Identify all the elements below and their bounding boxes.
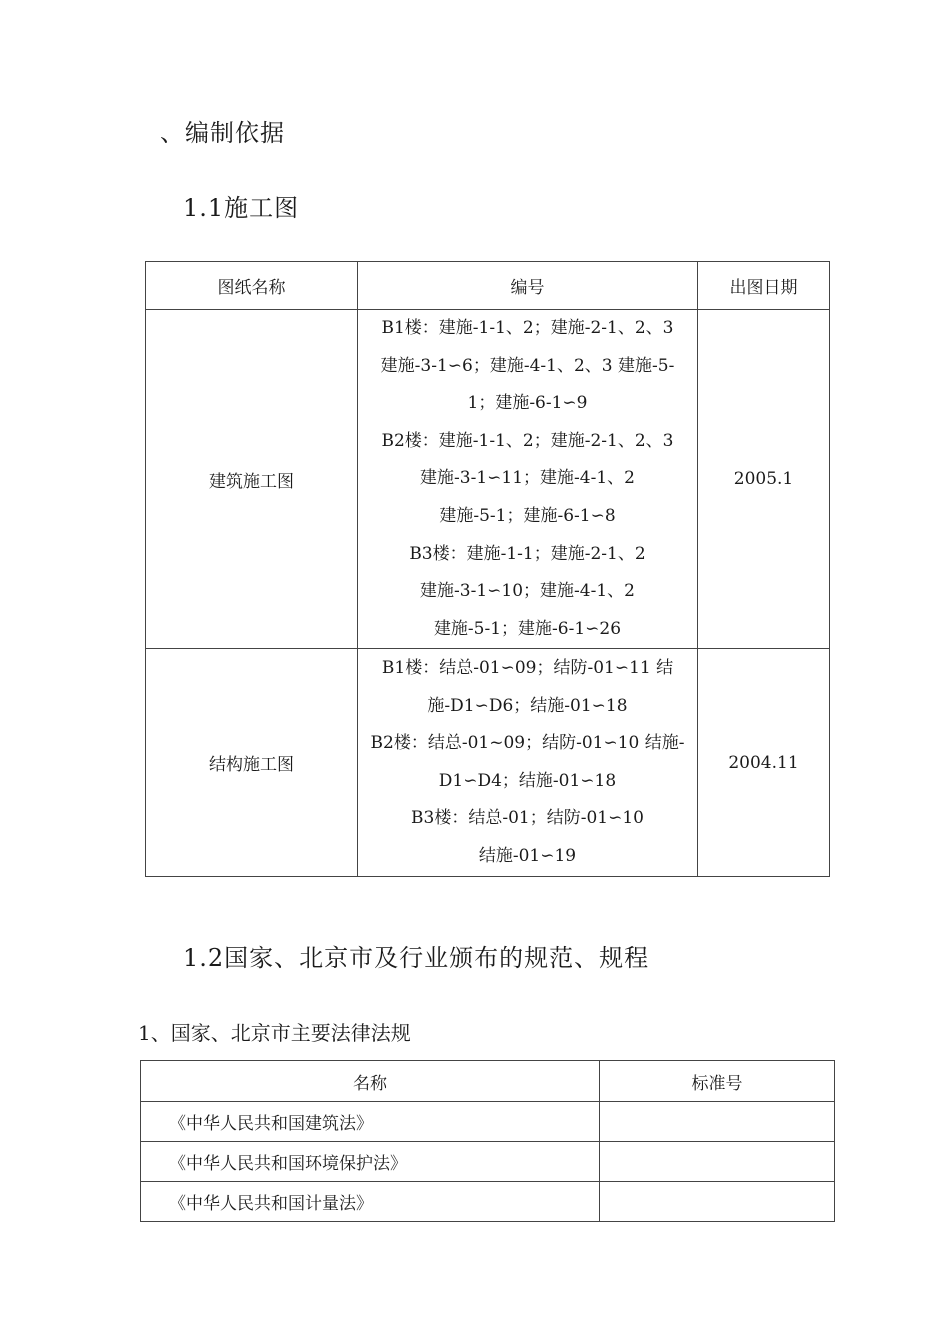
- code-line: B1楼：建施-1-1、2；建施-2-1、2、3: [381, 318, 674, 338]
- code-line: 建施-5-1；建施-6-1∽26: [433, 618, 622, 639]
- law-name-cell: 《中华人民共和国环境保护法》: [141, 1142, 600, 1182]
- standard-number-cell: [600, 1102, 835, 1142]
- column-header: 名称: [141, 1061, 600, 1102]
- section-1-2-title: 1.2国家、北京市及行业颁布的规范、规程: [183, 944, 650, 972]
- table-header-row: [141, 1061, 835, 1102]
- code-line: B2楼：建施-1-1、2；建施-2-1、2、3: [381, 430, 674, 451]
- laws-subtitle: 1、国家、北京市主要法律法规: [138, 1021, 411, 1045]
- drawing-name-cell: 建筑施工图: [146, 310, 358, 649]
- code-line: B1楼：结总-01∽09；结防-01∽11 结: [381, 658, 674, 679]
- code-line: B3楼：建施-1-1；建施-2-1、2: [409, 543, 646, 564]
- code-line: B3楼：结总-01；结防-01∽10: [411, 808, 644, 829]
- drawing-date-cell: 2005.1: [698, 310, 830, 649]
- column-header: 图纸名称: [146, 262, 358, 310]
- main-heading: 、编制依据: [160, 119, 285, 147]
- section-1-1-title: 1.1施工图: [183, 194, 300, 222]
- standard-number-cell: [600, 1182, 835, 1222]
- code-line: 建施-3-1∽6；建施-4-1、2、3 建施-5-: [380, 355, 675, 376]
- drawing-codes-cell: [358, 310, 698, 649]
- table-row: [141, 1102, 835, 1142]
- code-line: 建施-3-1∽11；建施-4-1、2: [420, 468, 635, 489]
- column-header: 编号: [358, 262, 698, 310]
- code-line: 结施-01∽19: [478, 846, 577, 867]
- table-row: [146, 310, 830, 649]
- laws-table: [140, 1060, 835, 1222]
- drawing-date-cell: 2004.11: [698, 649, 830, 877]
- code-line: 建施-3-1∽10；建施-4-1、2: [420, 581, 635, 602]
- table-row: [146, 649, 830, 877]
- drawing-codes-cell: [358, 649, 698, 877]
- column-header: 标准号: [600, 1061, 835, 1102]
- law-name-cell: 《中华人民共和国建筑法》: [141, 1102, 600, 1142]
- table-row: [141, 1142, 835, 1182]
- code-line: 1；建施-6-1∽9: [467, 393, 588, 414]
- drawing-name-cell: 结构施工图: [146, 649, 358, 877]
- drawings-table: [145, 261, 830, 877]
- code-line: B2楼：结总-01~09；结防-01∽10 结施-: [370, 733, 685, 754]
- table-row: [141, 1182, 835, 1222]
- standard-number-cell: [600, 1142, 835, 1182]
- code-line: 施-D1∽D6；结施-01∽18: [427, 695, 628, 716]
- column-header: 出图日期: [698, 262, 830, 310]
- code-line: 建施-5-1；建施-6-1∽8: [439, 505, 616, 526]
- law-name-cell: 《中华人民共和国计量法》: [141, 1182, 600, 1222]
- table-header-row: [146, 262, 830, 310]
- code-line: D1∽D4；结施-01∽18: [438, 770, 617, 791]
